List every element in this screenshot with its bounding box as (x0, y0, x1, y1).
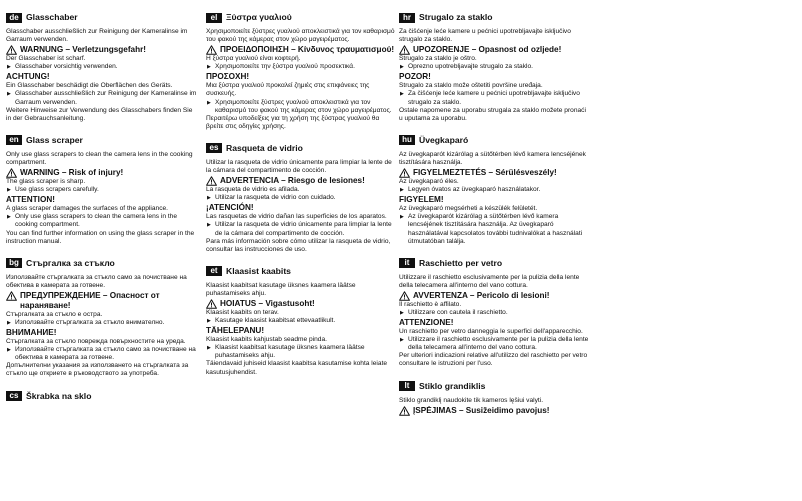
warning-triangle-icon (206, 299, 220, 309)
section-title: Glasschaber (26, 12, 78, 22)
language-code-badge: lt (399, 381, 415, 391)
instruction-list (399, 213, 591, 245)
warning-heading (206, 299, 398, 309)
section-header (206, 143, 398, 154)
section-header (399, 135, 591, 146)
warning-text: WARNUNG – Verletzungsgefahr! (20, 45, 147, 55)
instruction-list (206, 194, 398, 202)
caution-heading: ВНИМАНИЕ! (6, 328, 57, 338)
warning-text: AVVERTENZA – Pericolo di lesioni! (413, 290, 550, 300)
language-code-badge: bg (6, 258, 22, 268)
warning-heading (399, 45, 591, 55)
instruction-list (6, 90, 198, 106)
body-text: Only use glass scrapers to clean the camera lens in the cooking compartment. (6, 150, 193, 166)
section-title: Stiklo grandiklis (419, 380, 486, 391)
instruction-list (206, 344, 398, 360)
instruction-list (6, 213, 198, 229)
body-text: Az üvegkaparó éles. (399, 178, 459, 186)
warning-heading (399, 291, 591, 301)
body-text: Χρησιμοποιείτε ξύστρες γυαλιού αποκλειστικά για τον καθαρισμό του φακού της κάμερας στον χώρο μαγειρέματος. (206, 28, 395, 44)
warning-triangle-icon (399, 45, 413, 55)
warning-triangle-icon (6, 168, 20, 178)
instruction-step: ▶ Legyen óvatos az üvegkaparó használatakor. (399, 186, 591, 194)
instruction-step: ▶ Glasschaber ausschließlich zur Reinigung der Kameralinse im Garraum verwenden. (6, 90, 198, 106)
body-text: Μια ξύστρα γυαλιού προκαλεί ζημιές στις επιφάνειες της συσκευής. (206, 82, 370, 98)
body-text: Използвайте стъргалката за стъкло само за почистване на обектива в камерата за готвене. (6, 273, 187, 289)
body-text: Utilizzare il raschietto esclusivamente per la pulizia della lente della telecamera all'interno del vano cottura. (399, 273, 580, 289)
section-title: Škrabka na sklo (26, 390, 92, 401)
instruction-list (6, 186, 198, 194)
warning-triangle-icon (399, 168, 413, 178)
section-el (206, 12, 398, 131)
warning-heading (6, 45, 198, 55)
caution-heading: FIGYELEM! (399, 195, 444, 205)
body-text: Utilizar la rasqueta de vidrio únicamente para limpiar la lente de la cámara del compartimento de cocción. (206, 158, 392, 175)
instruction-step: ▶ Glasschaber vorsichtig verwenden. (6, 63, 198, 71)
instruction-step: ▶ Za čišćenje leće kamere u pećnici upotrebljavajte isključivo strugalo za staklo. (399, 90, 591, 106)
section-title: Raschietto per vetro (419, 257, 503, 268)
section-lt (399, 381, 591, 416)
caution-heading: ACHTUNG! (6, 72, 50, 82)
section-header (6, 391, 198, 402)
body-text: Η ξύστρα γυαλιού είναι κοφτερή. (206, 55, 301, 63)
body-text: Стъргалката за стъкло поврежда повърхностите на уреда. (6, 338, 186, 346)
body-text: Strugalo za staklo je oštro. (399, 55, 477, 63)
instruction-list (399, 90, 591, 106)
instruction-list (6, 63, 198, 71)
body-text: A glass scraper damages the surfaces of the appliance. (6, 205, 169, 213)
body-text: Un raschietto per vetro danneggia le superfici dell'apparecchio. (399, 328, 583, 336)
instruction-step: ▶ Kasutage klaasist kaabitsat ettevaatlikult. (206, 317, 398, 325)
instruction-step: ▶ Utilizzare il raschietto esclusivamente per la pulizia della lente della telecamera all'interno del vano cottura. (399, 336, 591, 352)
body-text: Per ulteriori indicazioni relative all'utilizzo del raschietto per vetro consultare le istruzioni per l'uso. (399, 352, 588, 368)
section-es (206, 143, 398, 254)
section-cs (6, 391, 198, 402)
body-text: Az üvegkaparó megsérheti a készülék felületét. (399, 205, 538, 213)
instruction-step: ▶ Χρησιμοποιείτε την ξύστρα γυαλιού προσεκτικά. (206, 63, 398, 71)
instruction-step: ▶ Klaasist kaabitsat kasutage üksnes kaamera läätse puhastamiseks ahju. (206, 344, 398, 360)
section-header (206, 12, 398, 23)
instruction-list (6, 319, 198, 327)
column-3 (399, 12, 591, 428)
warning-text: FIGYELMEZTETÉS – Sérülésveszély! (413, 168, 557, 178)
section-header (6, 258, 198, 269)
language-code-badge: hu (399, 135, 415, 145)
body-text: Klaasist kaabits kahjustab seadme pinda. (206, 336, 327, 344)
language-code-badge: en (6, 135, 22, 145)
section-title: Ξύστρα γυαλιού (226, 12, 292, 22)
warning-triangle-icon (399, 406, 413, 416)
instruction-step: ▶ Utilizar la rasqueta de vidrio únicamente para limpiar la lente de la cámara del compartimento de cocción. (206, 221, 398, 237)
warning-triangle-icon (399, 291, 413, 301)
instruction-step: ▶ Az üvegkaparót kizárólag a sütőtérben lévő kamera lencséjének tisztítására használja. Az üvegkaparó használatával kapcsolatos további tudnivalókat a használati útmutatóban találja. (399, 213, 591, 245)
instruction-list (399, 63, 591, 71)
section-en (6, 135, 198, 246)
instruction-step: ▶ Използвайте стъргалката за стъкло внимателно. (6, 319, 198, 327)
language-code-badge: hr (399, 13, 415, 23)
warning-heading (399, 168, 591, 178)
instruction-list (399, 186, 591, 194)
instruction-list (399, 336, 591, 352)
body-text: Il raschietto è affilato. (399, 300, 462, 308)
language-code-badge: it (399, 258, 415, 268)
language-code-badge: el (206, 13, 222, 23)
language-code-badge: es (206, 143, 222, 153)
column-2 (206, 12, 398, 389)
section-bg (6, 258, 198, 379)
body-text: Glasschaber ausschließlich zur Reinigung der Kameralinse im Garraum verwenden. (6, 28, 188, 44)
instruction-step: ▶ Only use glass scrapers to clean the camera lens in the cooking compartment. (6, 213, 198, 229)
instruction-step: ▶ Oprezno upotrebljavajte strugalo za staklo. (399, 63, 591, 71)
body-text: Der Glasschaber ist scharf. (6, 55, 86, 63)
instruction-list (206, 317, 398, 325)
instruction-step: ▶ Χρησιμοποιείτε ξύστρες γυαλιού αποκλειστικά για τον καθαρισμό του φακού της κάμερας στον χώρο μαγειρέματος. (206, 99, 398, 115)
body-text: Las rasquetas de vidrio dañan las superficies de los aparatos. (206, 213, 387, 221)
warning-text: WARNING – Risk of injury! (20, 168, 124, 178)
instruction-list (206, 63, 398, 71)
caution-heading: ΠΡΟΣΟΧΗ! (206, 72, 250, 82)
warning-heading (399, 406, 591, 416)
instruction-step: ▶ Използвайте стъргалката за стъкло само за почистване на обектива в камерата за готвене. (6, 346, 198, 362)
body-text: Za čišćenje leće kamere u pećnici upotrebljavajte isključivo strugalo za staklo. (399, 28, 571, 44)
section-header (6, 12, 198, 23)
section-header (399, 258, 591, 269)
section-header (6, 135, 198, 146)
body-text: The glass scraper is sharp. (6, 178, 86, 186)
warning-triangle-icon (6, 291, 20, 301)
body-text: Допълнителни указания за използването на стъргалката за стъкло ще откриете в ръководството за употреба. (6, 362, 189, 378)
section-title: Стъргалка за стъкло (26, 257, 115, 268)
section-it (399, 258, 591, 369)
language-code-badge: et (206, 266, 222, 276)
instruction-list (6, 346, 198, 362)
body-text: Stiklo grandiklį naudokite tik kameros lęšiui valyti. (399, 396, 544, 404)
caution-heading: ATTENZIONE! (399, 318, 454, 328)
warning-text: HOIATUS – Vigastusoht! (220, 298, 315, 308)
body-text: Περαιτέρω υποδείξεις για τη χρήση της ξύστρας γυαλιού θα βρείτε στις οδηγίες χρήσης. (206, 114, 380, 130)
warning-text: ΠΡΟΕΙΔΟΠΟΙΗΣΗ – Κίνδυνος τραυματισμού! (220, 45, 395, 55)
body-text: Strugalo za staklo može oštetiti površine uređaja. (399, 82, 543, 90)
body-text: Стъргалката за стъкло е остра. (6, 310, 103, 318)
section-hr (399, 12, 591, 123)
section-header (206, 266, 398, 277)
body-text: Klaasist kaabits on terav. (206, 308, 279, 316)
body-text: You can find further information on using the glass scraper in the instruction manual. (6, 229, 195, 245)
body-text: Täiendavaid juhiseid klaasist kaabitsa kasutamise kohta leiate kasutusjuhendist. (206, 360, 388, 376)
language-code-badge: de (6, 13, 22, 23)
instruction-list (399, 309, 591, 317)
warning-heading (206, 45, 398, 55)
section-hu (399, 135, 591, 246)
section-title: Strugalo za staklo (419, 12, 493, 22)
section-title: Klaasist kaabits (226, 265, 291, 276)
warning-text: UPOZORENJE – Opasnost od ozljede! (413, 45, 562, 55)
body-text: Para más información sobre cómo utilizar la rasqueta de vidrio, consultar las instrucciones de uso. (206, 237, 391, 253)
warning-triangle-icon (206, 45, 220, 55)
instruction-step: ▶ Utilizar la rasqueta de vidrio con cuidado. (206, 194, 398, 202)
section-de (6, 12, 198, 123)
section-title: Üvegkaparó (419, 134, 469, 145)
warning-triangle-icon (6, 45, 20, 55)
section-header (399, 12, 591, 23)
section-header (399, 381, 591, 392)
body-text: Az üvegkaparót kizárólag a sütőtérben lévő kamera lencséjének tisztítására használja. (399, 150, 586, 166)
warning-heading (6, 168, 198, 178)
instruction-list (206, 221, 398, 237)
instruction-list (206, 99, 398, 115)
language-code-badge: cs (6, 391, 22, 401)
caution-heading: TÄHELEPANU! (206, 326, 265, 336)
caution-heading: ¡ATENCIÓN! (206, 203, 254, 213)
body-text: Klaasist kaabitsat kasutage üksnes kaamera läätse puhastamiseks ahju. (206, 281, 356, 297)
warning-triangle-icon (206, 176, 220, 186)
instruction-step: ▶ Utilizzare con cautela il raschietto. (399, 309, 591, 317)
warning-text: ADVERTENCIA – Riesgo de lesiones! (220, 176, 365, 186)
section-title: Rasqueta de vidrio (226, 142, 303, 153)
column-1 (6, 12, 198, 414)
caution-heading: POZOR! (399, 72, 431, 82)
warning-text: ПРЕДУПРЕЖДЕНИЕ – Опасност от нараняване! (20, 290, 160, 310)
section-title: Glass scraper (26, 134, 83, 145)
body-text: Ein Glasschaber beschädigt die Oberflächen des Geräts. (6, 82, 173, 90)
warning-heading (6, 291, 198, 311)
body-text: La rasqueta de vidrio es afilada. (206, 186, 300, 194)
instruction-step: ▶ Use glass scrapers carefully. (6, 186, 198, 194)
warning-heading (206, 176, 398, 186)
body-text: Weitere Hinweise zur Verwendung des Glasschabers finden Sie in der Gebrauchsanleitung. (6, 106, 193, 122)
warning-text: ĮSPĖJIMAS – Susižeidimo pavojus! (413, 405, 550, 415)
body-text: Ostale napomene za uporabu strugala za staklo možete pronaći u uputama za uporabu. (399, 106, 586, 122)
caution-heading: ATTENTION! (6, 195, 55, 205)
section-et (206, 266, 398, 377)
